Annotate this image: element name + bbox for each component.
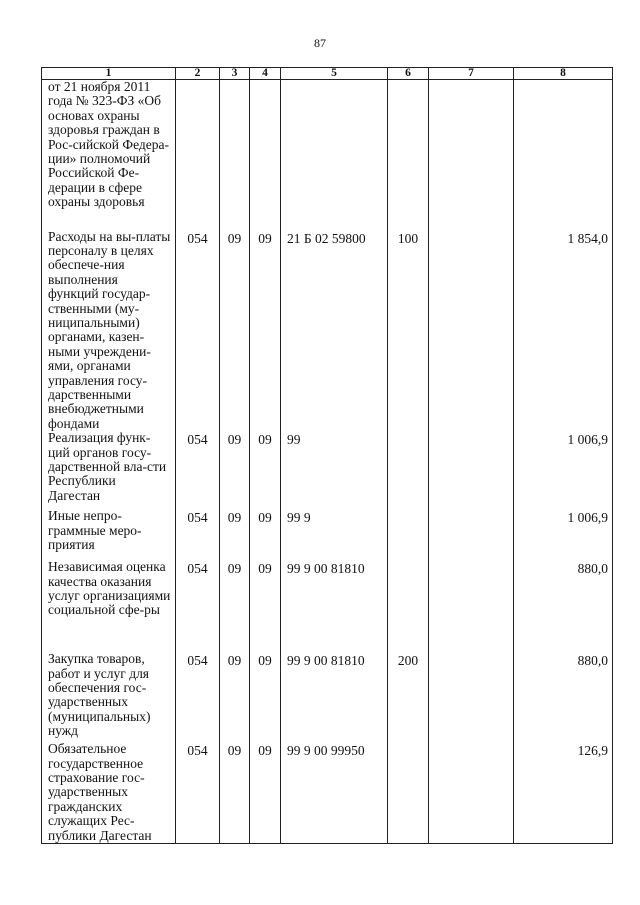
- row-col2-cell: 054: [176, 652, 220, 742]
- column-header-5: 5: [281, 68, 388, 80]
- row-col3-cell: 09: [220, 560, 250, 652]
- row-col8-cell: 126,9: [514, 742, 613, 843]
- row-col4-cell: 09: [250, 652, 281, 742]
- row-col6-cell: [388, 742, 429, 843]
- row-col6-cell: [388, 560, 429, 652]
- row-col8-cell: [514, 80, 613, 230]
- row-col6-cell: [388, 509, 429, 560]
- column-header-1: 1: [42, 68, 176, 80]
- row-col7-cell: [429, 230, 514, 432]
- row-col5-cell: [281, 80, 388, 230]
- row-name-cell: Расходы на вы-платы персоналу в целях обеспече-ния выполнения функций государ-ственными (му-ниципальными) органами, казен-ными учреждени-ями, органами управления госу-дарственными внебюджетными фондами: [42, 230, 176, 432]
- row-col3-cell: 09: [220, 230, 250, 432]
- row-col2-cell: 054: [176, 560, 220, 652]
- row-col7-cell: [429, 742, 514, 843]
- row-col2-cell: 054: [176, 742, 220, 843]
- row-col5-cell: 99 9 00 99950: [281, 742, 388, 843]
- row-col8-cell: 880,0: [514, 560, 613, 652]
- row-name-cell: Обязательное государственное страхование гос-ударственных гражданских служащих Рес-публики Дагестан: [42, 742, 176, 843]
- row-col2-cell: 054: [176, 431, 220, 509]
- row-col3-cell: 09: [220, 431, 250, 509]
- row-col5-cell: 99: [281, 431, 388, 509]
- row-col5-cell: 99 9: [281, 509, 388, 560]
- row-col2-cell: 054: [176, 230, 220, 432]
- row-col6-cell: [388, 80, 429, 230]
- row-col6-cell: 200: [388, 652, 429, 742]
- row-col7-cell: [429, 509, 514, 560]
- row-col8-cell: 1 006,9: [514, 431, 613, 509]
- row-col2-cell: [176, 80, 220, 230]
- column-header-6: 6: [388, 68, 429, 80]
- table-row: [42, 560, 613, 652]
- table-row: [42, 80, 613, 230]
- row-col4-cell: 09: [250, 509, 281, 560]
- row-name-cell: Реализация функ-ций органов госу-дарственной вла-сти Республики Дагестан: [42, 431, 176, 509]
- row-col3-cell: 09: [220, 742, 250, 843]
- row-name-cell: от 21 ноября 2011 года № 323-ФЗ «Об основах охраны здоровья граждан в Рос-сийской Федера-ции» полномочий Российской Фе-дерации в сфере охраны здоровья: [42, 80, 176, 230]
- row-name-cell: Независимая оценка качества оказания услуг организациями социальной сфе-ры: [42, 560, 176, 652]
- row-col5-cell: 21 Б 02 59800: [281, 230, 388, 432]
- table-row: [42, 230, 613, 432]
- row-col4-cell: 09: [250, 560, 281, 652]
- column-header-2: 2: [176, 68, 220, 80]
- row-col8-cell: 1 854,0: [514, 230, 613, 432]
- row-col5-cell: 99 9 00 81810: [281, 652, 388, 742]
- row-col5-cell: 99 9 00 81810: [281, 560, 388, 652]
- row-col4-cell: 09: [250, 230, 281, 432]
- page-number: 87: [314, 36, 326, 50]
- row-col8-cell: 880,0: [514, 652, 613, 742]
- table-row: [42, 431, 613, 509]
- row-col7-cell: [429, 652, 514, 742]
- row-col8-cell: 1 006,9: [514, 509, 613, 560]
- row-col2-cell: 054: [176, 509, 220, 560]
- table-row: [42, 742, 613, 843]
- row-col7-cell: [429, 80, 514, 230]
- row-name-cell: Иные непро-граммные меро-приятия: [42, 509, 176, 560]
- row-col4-cell: 09: [250, 431, 281, 509]
- row-col7-cell: [429, 431, 514, 509]
- header-row: [42, 68, 613, 80]
- row-col3-cell: 09: [220, 509, 250, 560]
- row-col4-cell: [250, 80, 281, 230]
- row-col6-cell: [388, 431, 429, 509]
- row-col6-cell: 100: [388, 230, 429, 432]
- row-col3-cell: [220, 80, 250, 230]
- table-row: [42, 509, 613, 560]
- row-col4-cell: 09: [250, 742, 281, 843]
- column-header-4: 4: [250, 68, 281, 80]
- column-header-7: 7: [429, 68, 514, 80]
- column-header-8: 8: [514, 68, 613, 80]
- column-header-3: 3: [220, 68, 250, 80]
- budget-table: [41, 67, 613, 844]
- table-row: [42, 652, 613, 742]
- row-col3-cell: 09: [220, 652, 250, 742]
- row-name-cell: Закупка товаров, работ и услуг для обеспечения гос-ударственных (муниципальных) нужд: [42, 652, 176, 742]
- row-col7-cell: [429, 560, 514, 652]
